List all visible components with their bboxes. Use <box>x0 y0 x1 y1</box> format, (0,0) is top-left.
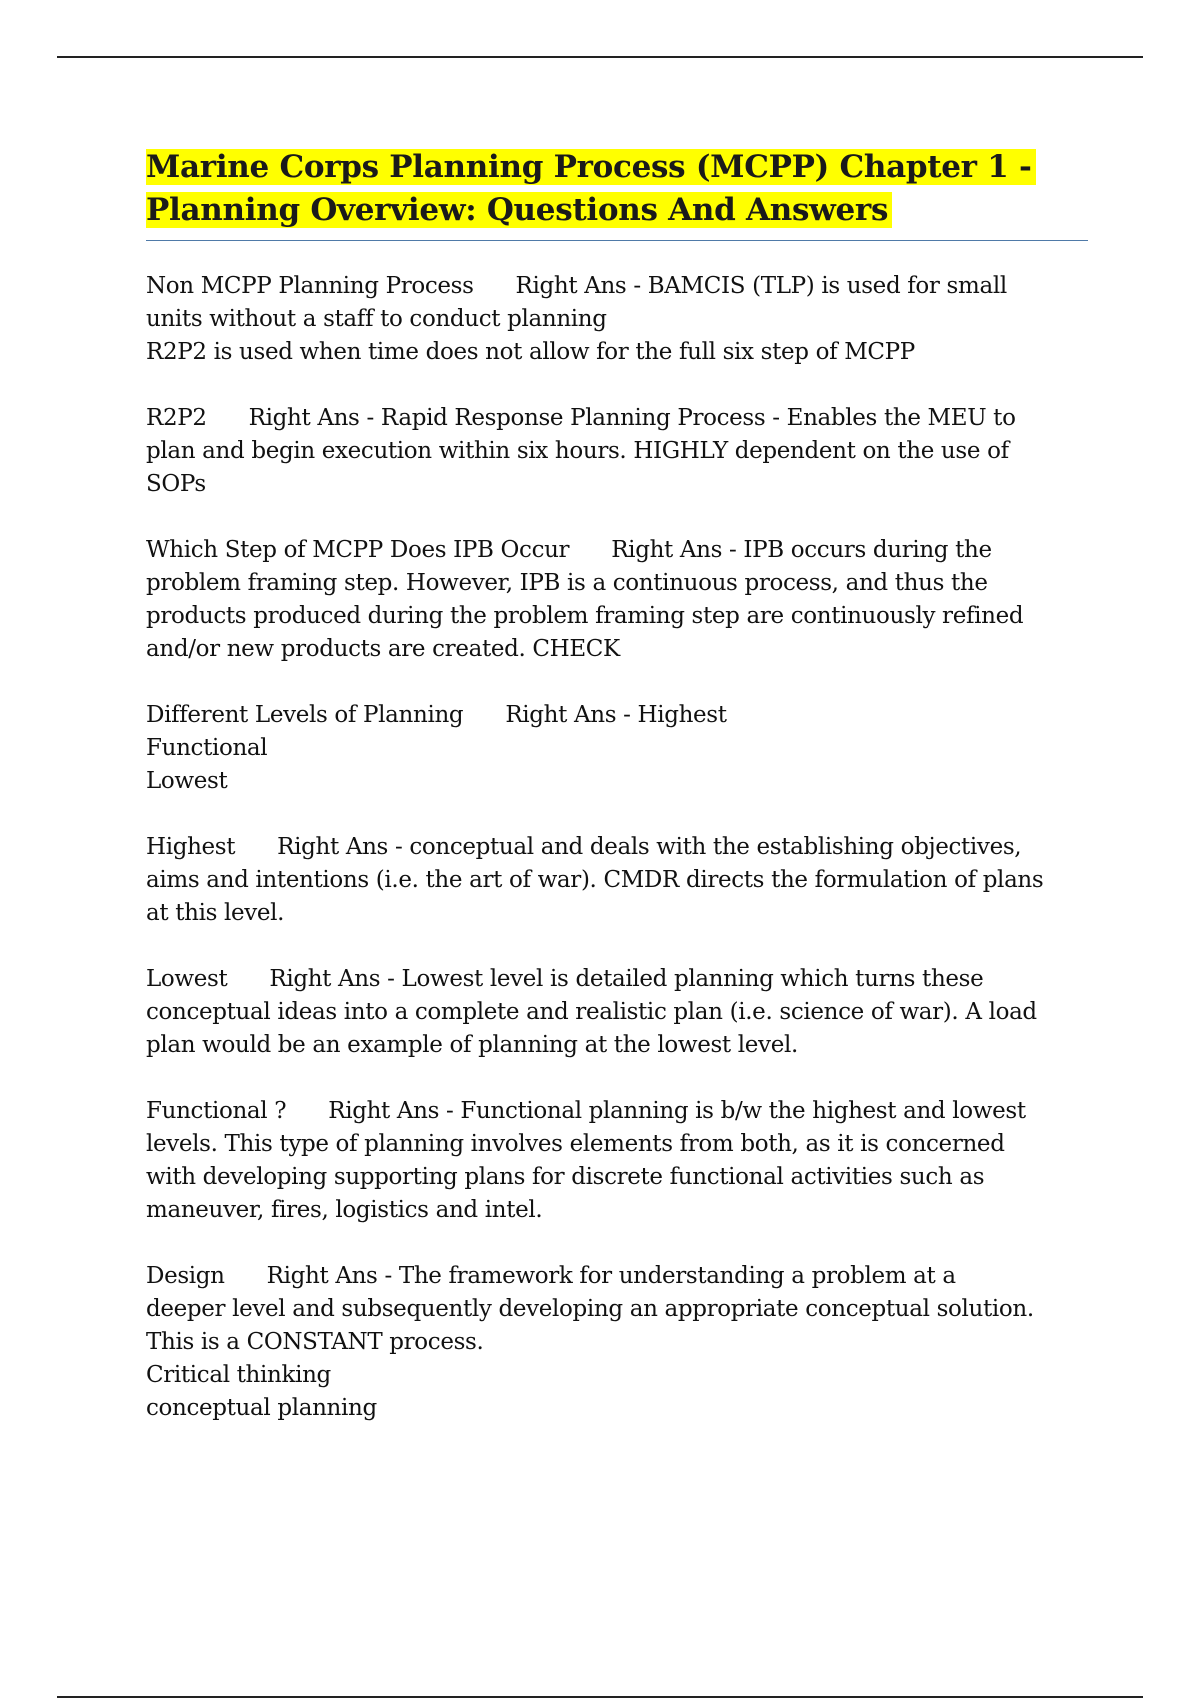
qa-question: Design <box>146 1263 225 1289</box>
title-underline <box>146 240 1088 241</box>
qa-item <box>146 963 1090 1062</box>
qa-answer-line: products produced during the problem framing step are continuously refined <box>146 603 1024 629</box>
qa-answer-line: This is a CONSTANT process. <box>146 1329 484 1355</box>
document-body <box>146 146 1090 1458</box>
qa-first-line <box>146 1260 1090 1293</box>
qa-answer-line: deeper level and subsequently developing an appropriate conceptual solution. <box>146 1296 1034 1322</box>
qa-question: R2P2 <box>146 405 207 431</box>
footer-rule <box>57 1696 1143 1698</box>
qa-answer-line: SOPs <box>146 471 206 497</box>
qa-answer-text: Right Ans - BAMCIS (TLP) is used for small <box>515 273 1007 299</box>
qa-first-line <box>146 534 1090 567</box>
qa-first-line <box>146 699 1090 732</box>
qa-answer-line: Lowest <box>146 768 228 794</box>
qa-question: Functional ? <box>146 1098 287 1124</box>
qa-item <box>146 699 1090 798</box>
qa-answer-text: Right Ans - Rapid Response Planning Process - Enables the MEU to <box>248 405 1016 431</box>
title-line-2: Planning Overview: Questions And Answers <box>146 192 892 228</box>
qa-answer-line: and/or new products are created. CHECK <box>146 636 620 662</box>
qa-answer-line: with developing supporting plans for discrete functional activities such as <box>146 1164 985 1190</box>
qa-answer-line: plan and begin execution within six hours. HIGHLY dependent on the use of <box>146 438 1009 464</box>
qa-first-line <box>146 831 1090 864</box>
qa-answer-line: plan would be an example of planning at the lowest level. <box>146 1032 798 1058</box>
qa-answer-text: Right Ans - IPB occurs during the <box>611 537 992 563</box>
qa-answer-line: units without a staff to conduct planning <box>146 306 607 332</box>
qa-item <box>146 831 1090 930</box>
qa-first-line <box>146 402 1090 435</box>
qa-question: Which Step of MCPP Does IPB Occur <box>146 537 570 563</box>
qa-answer-text: Right Ans - The framework for understanding a problem at a <box>266 1263 956 1289</box>
title-line-1: Marine Corps Planning Process (MCPP) Chapter 1 - <box>146 149 1036 185</box>
qa-answer-line: levels. This type of planning involves elements from both, as it is concerned <box>146 1131 1005 1157</box>
qa-first-line <box>146 1095 1090 1128</box>
qa-answer-text: Right Ans - Functional planning is b/w the highest and lowest <box>328 1098 1026 1124</box>
qa-answer-line: conceptual planning <box>146 1395 377 1421</box>
qa-answer-line: conceptual ideas into a complete and realistic plan (i.e. science of war). A load <box>146 999 1037 1025</box>
qa-question: Non MCPP Planning Process <box>146 273 474 299</box>
qa-answer-line: aims and intentions (i.e. the art of war). CMDR directs the formulation of plans <box>146 867 1044 893</box>
document-title <box>146 146 1090 232</box>
qa-item <box>146 1095 1090 1227</box>
qa-item <box>146 1260 1090 1425</box>
qa-answer-text: Right Ans - Highest <box>505 702 727 728</box>
qa-answer-text: Right Ans - Lowest level is detailed planning which turns these <box>269 966 984 992</box>
header-rule <box>57 56 1143 58</box>
qa-question: Lowest <box>146 966 228 992</box>
qa-answer-line: Critical thinking <box>146 1362 331 1388</box>
qa-answer-line: R2P2 is used when time does not allow for the full six step of MCPP <box>146 339 915 365</box>
qa-answer-line: maneuver, fires, logistics and intel. <box>146 1197 543 1223</box>
qa-item <box>146 270 1090 369</box>
qa-answer-text: Right Ans - conceptual and deals with the establishing objectives, <box>277 834 1022 860</box>
qa-question: Different Levels of Planning <box>146 702 464 728</box>
qa-first-line <box>146 963 1090 996</box>
qa-answer-line: Functional <box>146 735 268 761</box>
qa-answer-line: problem framing step. However, IPB is a continuous process, and thus the <box>146 570 988 596</box>
qa-list <box>146 270 1090 1425</box>
qa-item <box>146 534 1090 666</box>
qa-first-line <box>146 270 1090 303</box>
qa-item <box>146 402 1090 501</box>
qa-question: Highest <box>146 834 236 860</box>
qa-answer-line: at this level. <box>146 900 285 926</box>
